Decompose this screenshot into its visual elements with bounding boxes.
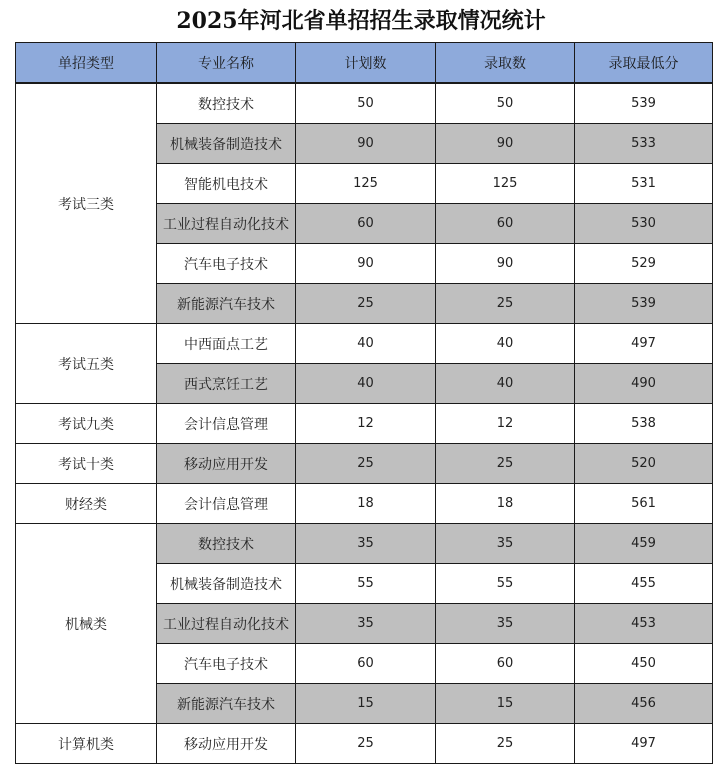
table-row (16, 724, 713, 764)
header-major: 专业名称 (157, 43, 296, 84)
min-score-cell: 453 (575, 604, 713, 644)
category-cell: 考试五类 (16, 324, 157, 404)
min-score-cell: 490 (575, 364, 713, 404)
min-score-cell: 539 (575, 284, 713, 324)
plan-cell: 90 (296, 244, 436, 284)
category-cell: 考试十类 (16, 444, 157, 484)
major-cell: 会计信息管理 (157, 404, 296, 444)
min-score-cell: 531 (575, 164, 713, 204)
min-score-cell: 450 (575, 644, 713, 684)
category-cell: 考试三类 (16, 83, 157, 324)
major-cell: 汽车电子技术 (157, 244, 296, 284)
major-cell: 移动应用开发 (157, 724, 296, 764)
major-cell: 数控技术 (157, 524, 296, 564)
admitted-cell: 35 (436, 604, 575, 644)
table-row (16, 324, 713, 364)
admitted-cell: 55 (436, 564, 575, 604)
admitted-cell: 60 (436, 644, 575, 684)
major-cell: 机械装备制造技术 (157, 124, 296, 164)
min-score-cell: 538 (575, 404, 713, 444)
min-score-cell: 561 (575, 484, 713, 524)
table-header-row (16, 43, 713, 84)
min-score-cell: 497 (575, 724, 713, 764)
plan-cell: 25 (296, 444, 436, 484)
admitted-cell: 25 (436, 444, 575, 484)
major-cell: 移动应用开发 (157, 444, 296, 484)
major-cell: 中西面点工艺 (157, 324, 296, 364)
table-row (16, 404, 713, 444)
major-cell: 数控技术 (157, 83, 296, 124)
min-score-cell: 497 (575, 324, 713, 364)
admitted-cell: 40 (436, 364, 575, 404)
admitted-cell: 15 (436, 684, 575, 724)
header-min-score: 录取最低分 (575, 43, 713, 84)
min-score-cell: 455 (575, 564, 713, 604)
plan-cell: 90 (296, 124, 436, 164)
admitted-cell: 90 (436, 124, 575, 164)
header-plan: 计划数 (296, 43, 436, 84)
plan-cell: 25 (296, 284, 436, 324)
plan-cell: 40 (296, 324, 436, 364)
admitted-cell: 90 (436, 244, 575, 284)
page-title: 2025年河北省单招招生录取情况统计 (176, 8, 546, 34)
plan-cell: 25 (296, 724, 436, 764)
admitted-cell: 60 (436, 204, 575, 244)
major-cell: 汽车电子技术 (157, 644, 296, 684)
header-type: 单招类型 (16, 43, 157, 84)
min-score-cell: 459 (575, 524, 713, 564)
table-row (16, 524, 713, 564)
admitted-cell: 125 (436, 164, 575, 204)
major-cell: 工业过程自动化技术 (157, 204, 296, 244)
min-score-cell: 533 (575, 124, 713, 164)
admitted-cell: 25 (436, 284, 575, 324)
plan-cell: 40 (296, 364, 436, 404)
admitted-cell: 25 (436, 724, 575, 764)
plan-cell: 60 (296, 644, 436, 684)
admission-table (15, 42, 713, 764)
table-row (16, 83, 713, 124)
major-cell: 工业过程自动化技术 (157, 604, 296, 644)
admitted-cell: 40 (436, 324, 575, 364)
major-cell: 机械装备制造技术 (157, 564, 296, 604)
table-row (16, 484, 713, 524)
category-cell: 机械类 (16, 524, 157, 724)
major-cell: 新能源汽车技术 (157, 284, 296, 324)
min-score-cell: 539 (575, 83, 713, 124)
admitted-cell: 35 (436, 524, 575, 564)
min-score-cell: 529 (575, 244, 713, 284)
plan-cell: 18 (296, 484, 436, 524)
major-cell: 会计信息管理 (157, 484, 296, 524)
category-cell: 计算机类 (16, 724, 157, 764)
category-cell: 财经类 (16, 484, 157, 524)
plan-cell: 15 (296, 684, 436, 724)
plan-cell: 35 (296, 524, 436, 564)
min-score-cell: 530 (575, 204, 713, 244)
table-body (16, 83, 713, 764)
plan-cell: 60 (296, 204, 436, 244)
plan-cell: 55 (296, 564, 436, 604)
category-cell: 考试九类 (16, 404, 157, 444)
admitted-cell: 18 (436, 484, 575, 524)
major-cell: 新能源汽车技术 (157, 684, 296, 724)
plan-cell: 35 (296, 604, 436, 644)
min-score-cell: 456 (575, 684, 713, 724)
plan-cell: 125 (296, 164, 436, 204)
admitted-cell: 12 (436, 404, 575, 444)
min-score-cell: 520 (575, 444, 713, 484)
header-admitted: 录取数 (436, 43, 575, 84)
major-cell: 西式烹饪工艺 (157, 364, 296, 404)
plan-cell: 12 (296, 404, 436, 444)
admitted-cell: 50 (436, 83, 575, 124)
major-cell: 智能机电技术 (157, 164, 296, 204)
table-row (16, 444, 713, 484)
plan-cell: 50 (296, 83, 436, 124)
